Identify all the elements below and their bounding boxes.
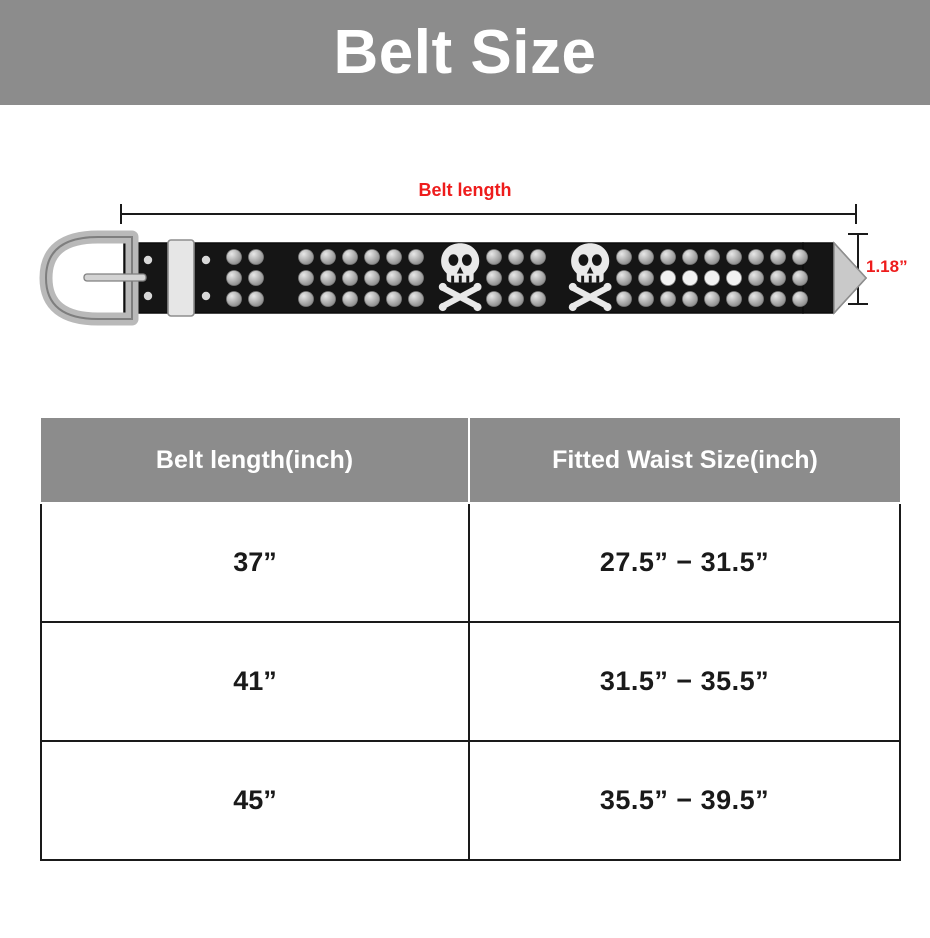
belt-diagram <box>0 105 930 405</box>
cell-waist-size: 35.5” − 39.5” <box>469 741 900 860</box>
table-header-row <box>41 418 900 503</box>
belt-size-table <box>40 418 901 861</box>
belt-length-measure-line <box>120 213 857 215</box>
belt-length-dimension-label: Belt length <box>418 180 512 200</box>
table-row <box>41 741 900 860</box>
table-header-belt-length: Belt length(inch) <box>41 418 469 503</box>
belt-keeper-loop <box>168 240 194 316</box>
table-row <box>41 503 900 622</box>
header-banner <box>0 0 930 105</box>
cell-belt-length: 41” <box>41 622 469 741</box>
cell-belt-length: 37” <box>41 503 469 622</box>
cell-waist-size: 31.5” − 35.5” <box>469 622 900 741</box>
belt-width-dimension-label: 1.18” <box>866 257 908 276</box>
table-header-fitted-waist: Fitted Waist Size(inch) <box>469 418 900 503</box>
cell-belt-length: 45” <box>41 741 469 860</box>
belt-buckle-icon <box>46 237 146 319</box>
table-row <box>41 622 900 741</box>
page-title: Belt Size <box>333 17 597 87</box>
belt-illustration <box>28 223 868 333</box>
cell-waist-size: 27.5” − 31.5” <box>469 503 900 622</box>
